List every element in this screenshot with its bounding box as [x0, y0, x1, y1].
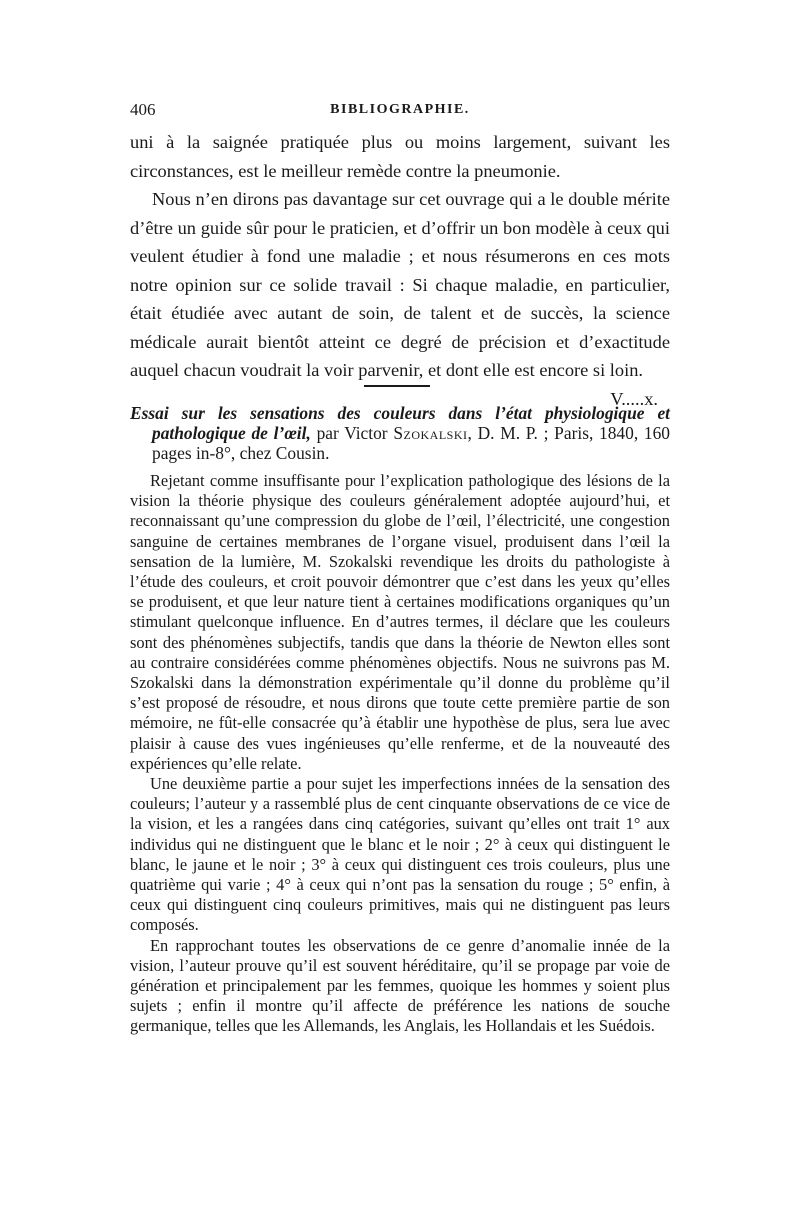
previous-review-conclusion — [130, 128, 670, 413]
continued-paragraph: uni à la saignée pratiquée plus ou moins largement, suivant les circonstances, est le meilleur remède contre la pneumonie. — [130, 132, 670, 181]
page-number: 406 — [130, 100, 156, 119]
citation-by: par Victor — [310, 423, 394, 443]
review-body — [130, 471, 670, 1037]
page-header — [130, 100, 670, 126]
section-divider — [364, 385, 430, 387]
running-title: BIBLIOGRAPHIE. — [330, 102, 470, 117]
closing-paragraph — [130, 185, 670, 409]
review-citation — [130, 403, 670, 463]
review-paragraph-2: Une deuxième partie a pour sujet les imperfections innées de la sensation des couleurs; l’auteur y a rassemblé plus de cent cinquante observations de ce vice de la vision, et les a rangées dans cinq catégories, suivant qu’elles ont trait 1° aux individus qui ne distinguent que le blanc et le noir ; 2° à ceux qui distinguent le blanc, le jaune et le noir ; 3° à ceux qui distinguent ces trois couleurs, plus une quatrième qui varie ; 4° à ceux qui n’ont pas la sensation du rouge ; 5° enfin, à ceux qui distinguent cinq couleurs primitives, mais qui ne distinguent pas leurs composés. — [130, 774, 670, 935]
reviewer-signature: V.....x. — [610, 388, 658, 409]
review-paragraph-1: Rejetant comme insuffisante pour l’explication pathologique des lésions de la vision la théorie physique des couleurs généralement adoptée aujourd’hui, et reconnaissant qu’une compression du globe de l’œil, l’électricité, une congestion sanguine de certaines membranes de l’organe visuel, produisent dans l’œil la sensation de la lumière, M. Szokalski revendique les droits du pathologiste à l’étude des couleurs, et croit pouvoir démontrer que c’est dans les yeux qu’elles se produisent, et que leur nature tient à certaines modifications organiques qu’un stimulant quelconque influence. En d’autres termes, il déclare que les couleurs sont des phénomènes subjectifs, tandis que dans la théorie de Newton elles sont au contraire considérées comme phénomènes objectifs. Nous ne suivrons pas M. Szokalski dans la démonstration expérimentale qu’il donne du problème qu’il s’est proposé de résoudre, et nous dirons que toute cette première partie de son mémoire, ne fût-elle consacrée qu’à établir une hypothèse de plus, sera lue avec plaisir à cause des vues ingénieuses qu’elle renferme, et de la nouveauté des expériences qu’elle relate. — [130, 471, 670, 773]
book-title: Essai sur les sensations des couleurs dans l’état physiologique et pathologique de l’œil, — [130, 403, 670, 443]
review-paragraph-3: En rapprochant toutes les observations de ce genre d’anomalie innée de la vision, l’auteur prouve qu’il est souvent héréditaire, qu’il se propage par voie de génération et principalement par les femmes, quoique les hommes y soient plus sujets ; enfin il montre qu’il affecte de préférence les nations de souche germanique, telles que les Allemands, les Anglais, les Hollandais et les Suédois. — [130, 935, 670, 1036]
book-author: Szokalski — [393, 423, 468, 443]
closing-paragraph-text: Nous n’en dirons pas davantage sur cet ouvrage qui a le double mérite d’être un guide sûr pour le praticien, et d’offrir un bon modèle à ceux qui veulent étudier à fond une maladie ; et nous résumerons en ces mots notre opinion sur ce solide travail : Si chaque maladie, en particulier, était étudiée avec autant de soin, de talent et de succès, la science médicale aurait bientôt atteint ce degré de précision et d’exactitude auquel chacun voudrait la voir parvenir, et dont elle est encore si loin. — [130, 189, 670, 380]
book-review — [130, 403, 670, 1037]
publication-details: , D. M. P. ; Paris, 1840, 160 pages in-8°, chez Cousin. — [152, 423, 670, 463]
